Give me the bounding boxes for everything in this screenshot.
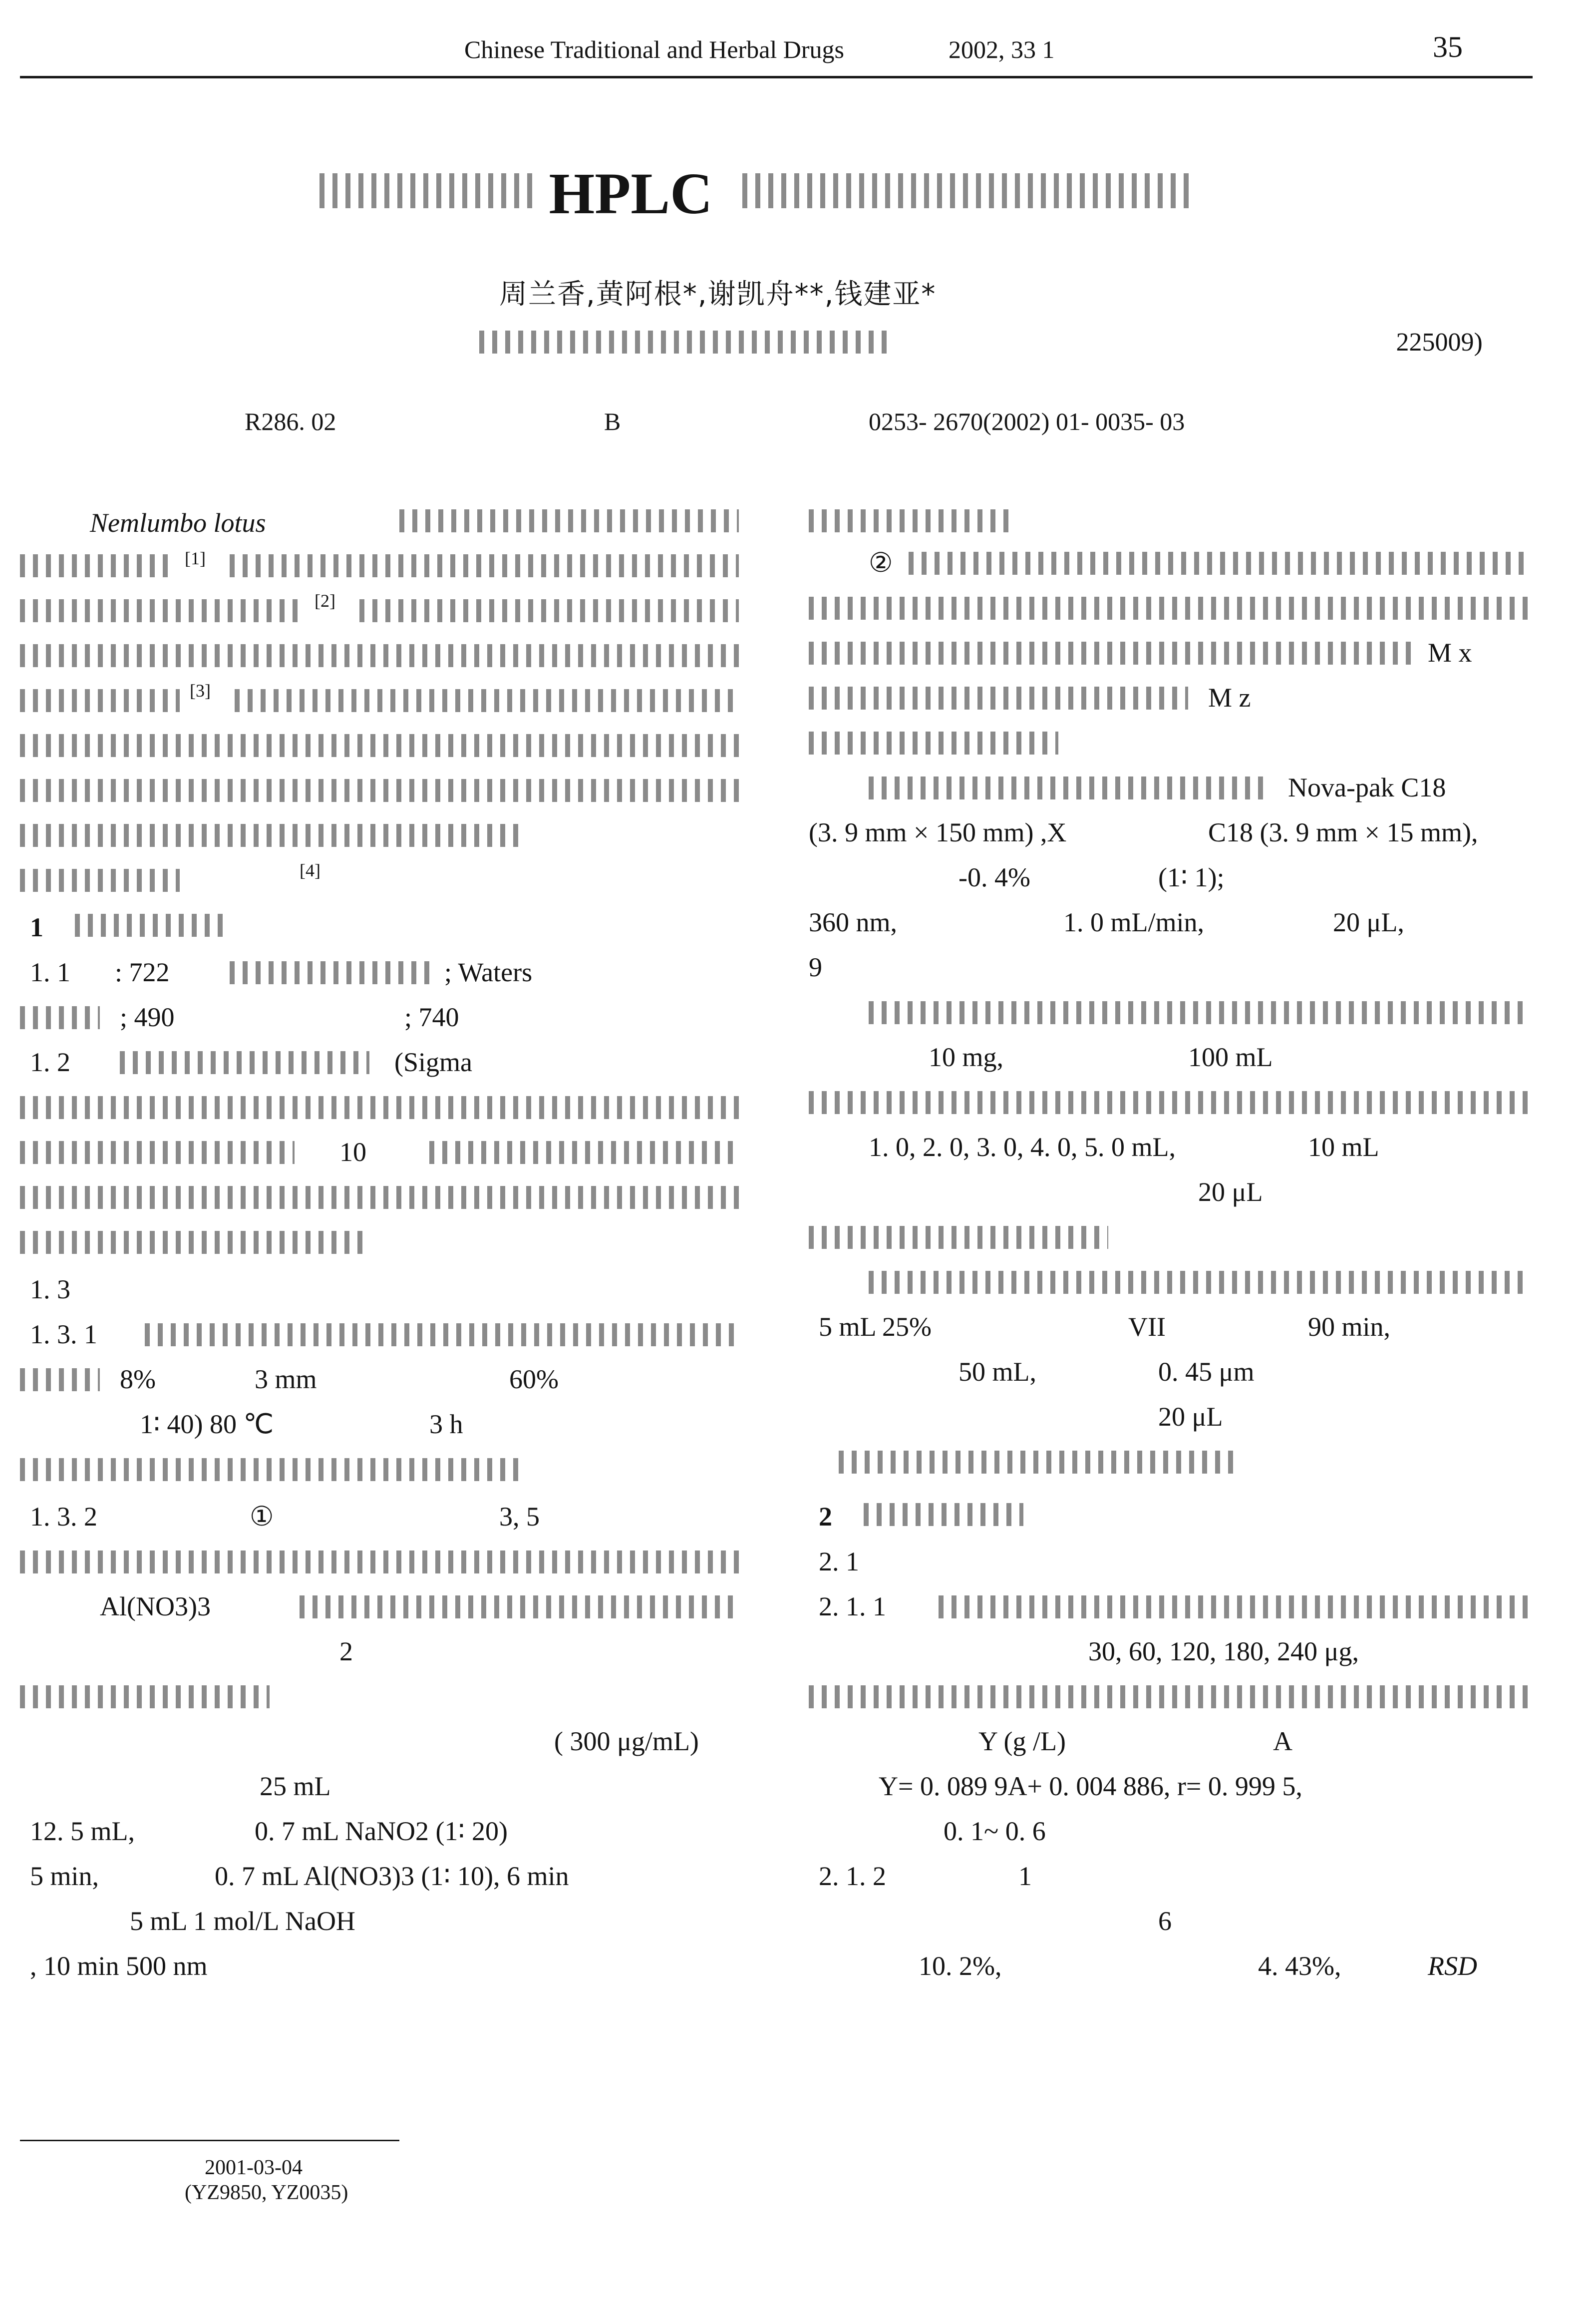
grant-number: (YZ9850, YZ0035) xyxy=(185,2181,348,2204)
article-title xyxy=(319,160,1268,228)
author-list: 周兰香,黄阿根*,谢凯舟**,钱建亚* xyxy=(499,278,937,311)
injection-20ul-b: 20 μL xyxy=(1158,1402,1223,1432)
value-3-5: 3, 5 xyxy=(499,1502,540,1532)
journal-name: Chinese Traditional and Herbal Drugs xyxy=(464,35,845,63)
latin-name: Nemlumbo lotus xyxy=(90,508,266,538)
step-marker-1: ① xyxy=(250,1502,274,1532)
concentration-300: ( 300 μg/mL) xyxy=(554,1726,699,1756)
ref-2: [2] xyxy=(315,591,335,611)
volume-12-5ml: 12. 5 mL, xyxy=(30,1816,135,1846)
subsection-1-3-2: 1. 3. 2 xyxy=(30,1502,97,1532)
rsd-value: 4. 43%, xyxy=(1258,1951,1341,1981)
value-10: 10 xyxy=(339,1137,366,1167)
instrument-722: : 722 xyxy=(115,957,170,987)
value-6: 6 xyxy=(1158,1906,1172,1936)
metadata-row xyxy=(80,407,1428,442)
classification-number: R286. 02 xyxy=(245,407,336,435)
volume-10ml: 10 mL xyxy=(1308,1132,1379,1162)
regression-equation: Y= 0. 089 9A+ 0. 004 886, r= 0. 999 5, xyxy=(879,1771,1302,1801)
wavelength-500: , 10 min 500 nm xyxy=(30,1951,208,1981)
article-id: 0253- 2670(2002) 01- 0035- 03 xyxy=(869,407,1185,435)
value-1: 1 xyxy=(1018,1861,1032,1891)
left-column xyxy=(20,499,759,2097)
ref-4: [4] xyxy=(300,860,320,880)
guard-dimensions: C18 (3. 9 mm × 15 mm), xyxy=(1208,817,1478,847)
value-9: 9 xyxy=(809,952,822,982)
postcode: 225009) xyxy=(1396,328,1483,357)
label-mz: M z xyxy=(1208,683,1251,713)
ref-3: [3] xyxy=(190,681,211,701)
running-header xyxy=(0,30,1594,80)
section-2-heading: 2 xyxy=(819,1502,832,1532)
standard-volumes: 1. 0, 2. 0, 3. 0, 4. 0, 5. 0 mL, xyxy=(869,1132,1176,1162)
time-5min: 5 min, xyxy=(30,1861,99,1891)
injection-20ul: 20 μL xyxy=(1198,1177,1263,1207)
received-date: 2001-03-04 xyxy=(205,2156,303,2179)
value-3mm: 3 mm xyxy=(255,1364,317,1394)
column-nova-pak: Nova-pak C18 xyxy=(1288,773,1446,802)
volume-100ml: 100 mL xyxy=(1188,1042,1273,1072)
value-8pct: 8% xyxy=(120,1364,156,1394)
mobile-phase-acid: -0. 4% xyxy=(958,862,1030,892)
right-column xyxy=(809,499,1548,2097)
affiliation xyxy=(479,327,1483,357)
volume-50ml: 50 mL, xyxy=(958,1357,1036,1387)
document-code: B xyxy=(604,407,621,435)
instrument-waters: ; Waters xyxy=(444,957,533,987)
subsection-2-1: 2. 1 xyxy=(819,1547,859,1576)
recovery-value: 10. 2%, xyxy=(919,1951,1002,1981)
rsd-label: RSD xyxy=(1428,1951,1477,1981)
mass-10mg: 10 mg, xyxy=(929,1042,1004,1072)
step-marker-2: ② xyxy=(869,548,893,578)
standard-amounts: 30, 60, 120, 180, 240 μg, xyxy=(1088,1636,1359,1666)
value-ratio-1-40: 1∶ 40) 80 ℃ xyxy=(140,1409,274,1439)
time-90min: 90 min, xyxy=(1308,1312,1391,1342)
volume-25ml: 25 mL xyxy=(260,1771,331,1801)
reagent-alno3-2: 0. 7 mL Al(NO3)3 (1∶ 10), 6 min xyxy=(215,1861,569,1891)
issue-info: 2002, 33 1 xyxy=(949,35,1055,63)
detection-wavelength: 360 nm, xyxy=(809,907,898,937)
subsection-1-3-1: 1. 3. 1 xyxy=(30,1319,97,1349)
regression-y-label: Y (g /L) xyxy=(978,1726,1066,1756)
regression-a-label: A xyxy=(1273,1726,1292,1756)
reagent-sigma: (Sigma xyxy=(394,1047,472,1077)
page-number: 35 xyxy=(1433,30,1463,63)
title-hplc: HPLC xyxy=(549,161,713,226)
instrument-740: ; 740 xyxy=(404,1002,459,1032)
value-2: 2 xyxy=(339,1636,353,1666)
value-60pct: 60% xyxy=(509,1364,559,1394)
volume-25pct: 5 mL 25% xyxy=(819,1312,932,1342)
injection-volume: 20 μL, xyxy=(1333,907,1404,937)
column-dimensions: (3. 9 mm × 150 mm) ,X xyxy=(809,817,1067,847)
value-3h: 3 h xyxy=(429,1409,463,1439)
subsection-1-1: 1. 1 xyxy=(30,957,70,987)
instrument-490: ; 490 xyxy=(120,1002,175,1032)
reagent-alno3: Al(NO3)3 xyxy=(100,1591,211,1621)
label-vii: VII xyxy=(1128,1312,1166,1342)
subsection-2-1-2: 2. 1. 2 xyxy=(819,1861,886,1891)
subsection-2-1-1: 2. 1. 1 xyxy=(819,1591,886,1621)
section-1-heading: 1 xyxy=(30,912,43,942)
subsection-1-2: 1. 2 xyxy=(30,1047,70,1077)
reagent-nano2: 0. 7 mL NaNO2 (1∶ 20) xyxy=(255,1816,508,1846)
mobile-phase-ratio: (1∶ 1); xyxy=(1158,862,1225,892)
label-mx: M x xyxy=(1428,638,1472,668)
flow-rate: 1. 0 mL/min, xyxy=(1063,907,1204,937)
subsection-1-3: 1. 3 xyxy=(30,1274,70,1304)
ref-1: [1] xyxy=(185,548,206,568)
reagent-naoh: 5 mL 1 mol/L NaOH xyxy=(130,1906,355,1936)
filter-045: 0. 45 μm xyxy=(1158,1357,1255,1387)
header-rule xyxy=(20,76,1533,78)
footnote-rule xyxy=(20,2140,399,2141)
linear-range: 0. 1~ 0. 6 xyxy=(944,1816,1046,1846)
